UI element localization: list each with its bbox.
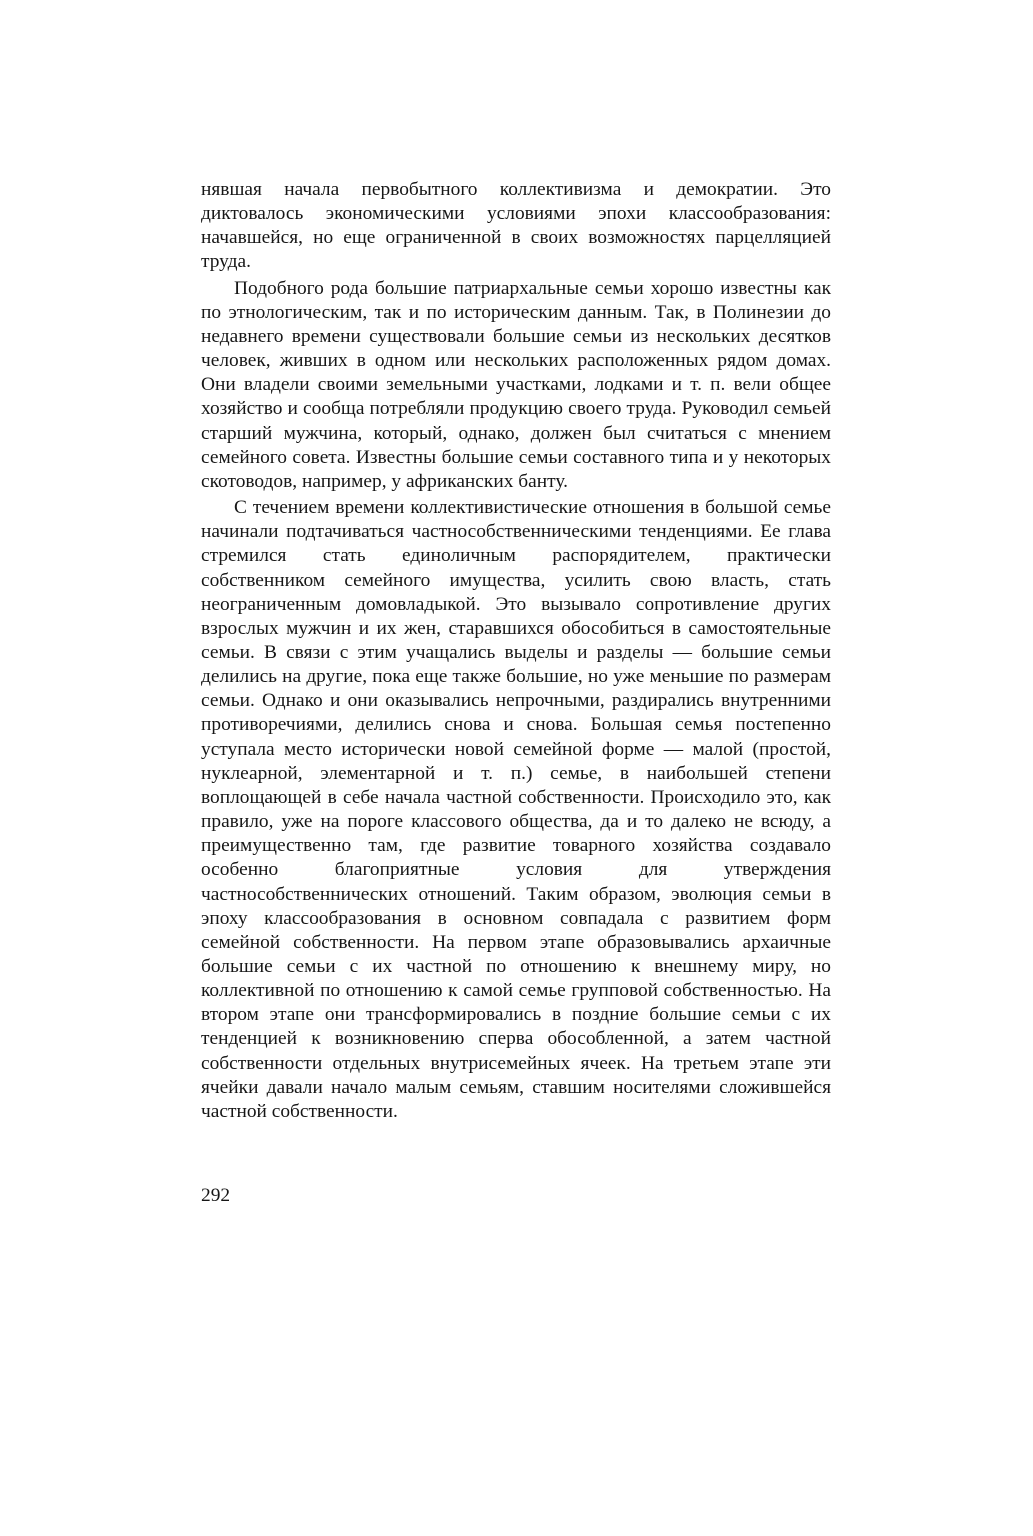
paragraph-family-evolution: С течением времени коллективистические отношения в большой семье начинали подтачиваться частнособственническими тенденциями. Ее глава стремился стать единоличным распорядителем, практически собственником семейного имущества, усилить свою власть, стать неограниченным домовладыкой. Это вызывало сопротивление других взрослых мужчин и их жен, старавшихся обособиться в самостоятельные семьи. В связи с этим учащались выделы и разделы — большие семьи делились на другие, пока еще также большие, но уже меньшие по размерам семьи. Однако и они оказывались непрочными, раздирались внутренними противоречиями, делились снова и снова. Большая семья постепенно уступала место исторически новой семейной форме — малой (простой, нуклеарной, элементарной и т. п.) семье, в наибольшей степени воплощающей в себе начала частной собственности. Происходило это, как правило, уже на пороге классового общества, да и то далеко не всюду, а преимущественно там, где развитие товарного хозяйства создавало особенно благоприятные условия для утверждения частнособственнических отношений. Таким образом, эволюция семьи в эпоху классообразования в основном совпадала с развитием форм семейной собственности. На первом этапе образовывались архаичные большие семьи с их частной по отношению к внешнему миру, но коллективной по отношению к самой семье групповой собственностью. На втором этапе они трансформировались в поздние большие семьи с их тенденцией к возникновению сперва обособленной, а затем частной собственности отдельных внутрисемейных ячеек. На третьем этапе эти ячейки давали начало малым семьям, ставшим носителями сложившейся частной собственности. bbox=[201, 497, 831, 1122]
page-number: 292 bbox=[201, 1185, 231, 1206]
body-text bbox=[201, 178, 831, 1124]
paragraph-polynesia: Подобного рода большие патриархальные семьи хорошо известны как по этнологическим, так и по историческим данным. Так, в Полинезии до недавнего времени существовали большие семьи из нескольких десятков человек, живших в одном или нескольких расположенных рядом домах. Они владели своими земельными участками, лодками и т. п. вели общее хозяйство и сообща потребляли продукцию своего труда. Руководил семьей старший мужчина, который, однако, должен был считаться с мнением семейного совета. Известны большие семьи составного типа и у некоторых скотоводов, например, у африканских банту. bbox=[201, 277, 831, 492]
paragraph-continuation: нявшая начала первобытного коллективизма и демократии. Это диктовалось экономическими условиями эпохи классообразования: начавшейся, но еще ограниченной в своих возможностях парцелляцией труда. bbox=[201, 179, 831, 273]
